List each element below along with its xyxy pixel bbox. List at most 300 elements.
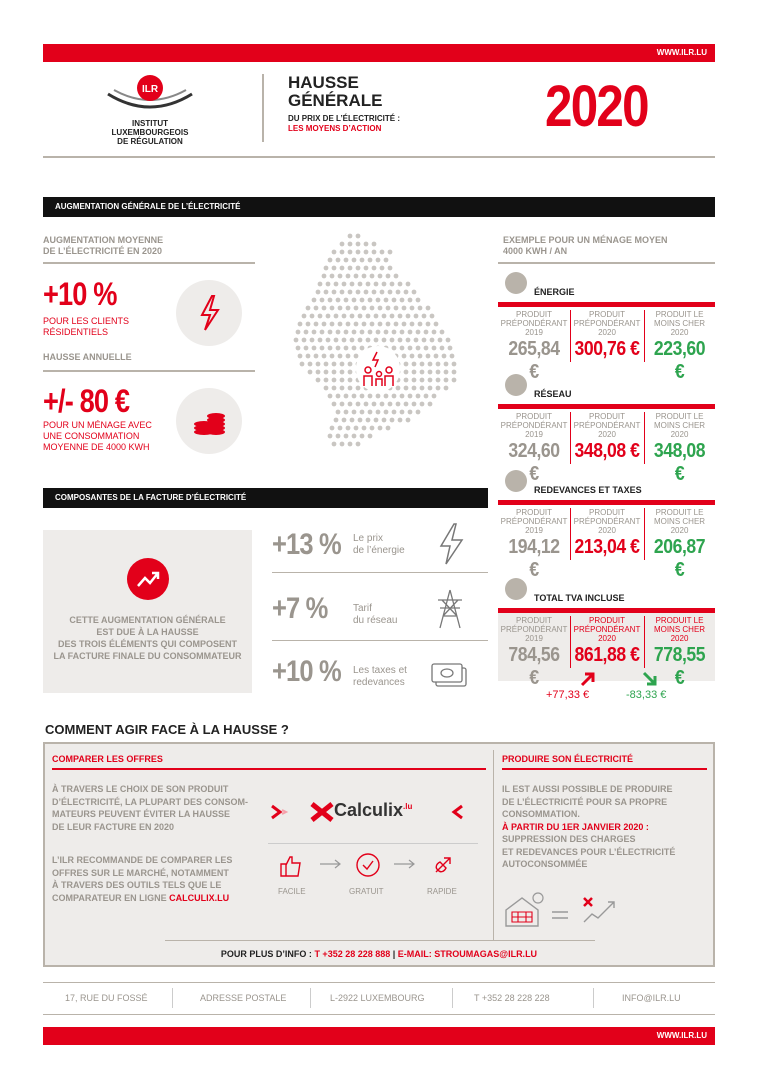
left-p1-l3: MATEURS PEUVENT ÉVITER LA HAUSSE <box>52 809 231 819</box>
calculix-rule <box>268 843 478 844</box>
example-col-header <box>570 508 644 535</box>
map-dot <box>400 346 405 351</box>
map-dot <box>364 402 369 407</box>
example-col-header <box>498 508 570 535</box>
ilr-logo <box>100 72 200 146</box>
example-col-header-line: 2020 <box>598 328 616 337</box>
map-dot <box>406 282 411 287</box>
map-dot <box>404 290 409 295</box>
map-dot <box>334 314 339 319</box>
map-dot <box>352 394 357 399</box>
map-dot <box>368 410 373 415</box>
footer-email[interactable]: INFO@ILR.LU <box>622 993 681 1003</box>
map-dot <box>340 250 345 255</box>
example-col-header-line: PRÉPONDÉRANT <box>500 625 568 634</box>
map-dot <box>372 242 377 247</box>
map-dot <box>312 330 317 335</box>
map-dot <box>420 362 425 367</box>
map-dot <box>380 250 385 255</box>
map-dot <box>420 402 425 407</box>
map-dot <box>340 402 345 407</box>
map-dot <box>362 306 367 311</box>
map-dot <box>408 330 413 335</box>
solar-house-icon <box>502 888 622 928</box>
left-p2-l1: L’ILR RECOMMANDE DE COMPARER LES <box>52 855 233 865</box>
map-dot <box>422 314 427 319</box>
footer-postal: ADRESSE POSTALE <box>200 993 287 1003</box>
lightning-icon-circle <box>176 280 242 346</box>
example-col-header-line: 2020 <box>670 526 689 535</box>
map-dot <box>444 370 449 375</box>
arrow-right-icon-2 <box>392 858 418 870</box>
chart-icon-small <box>505 470 527 492</box>
map-dot <box>356 242 361 247</box>
top-banner <box>43 44 715 62</box>
example-price: 324,60 € <box>508 440 560 485</box>
right-p2-l3: AUTOCONSOMMÉE <box>502 859 588 869</box>
map-dot <box>434 322 439 327</box>
left-p1-l2: D’ÉLECTRICITÉ, LA PLUPART DES CONSOM- <box>52 796 249 807</box>
example-col-header <box>570 616 644 643</box>
map-dot <box>376 298 381 303</box>
component-taxes-l1: Les taxes et <box>353 665 407 676</box>
map-dot <box>386 306 391 311</box>
map-dot <box>378 426 383 431</box>
map-dot <box>346 274 351 279</box>
chevron-right-icon <box>268 804 292 820</box>
map-dot <box>320 346 325 351</box>
banknotes-icon <box>430 660 470 690</box>
map-dot <box>348 386 353 391</box>
left-p1-l4: DE LEUR FACTURE EN 2020 <box>52 821 175 832</box>
map-dot <box>446 338 451 343</box>
map-dot <box>310 314 315 319</box>
map-dot <box>390 338 395 343</box>
map-dot <box>376 258 381 263</box>
map-dot <box>432 330 437 335</box>
map-dot <box>436 362 441 367</box>
box-line1: CETTE AUGMENTATION GÉNÉRALE <box>69 615 226 625</box>
map-dot <box>408 298 413 303</box>
calculix-link[interactable]: CALCULIX.LU <box>169 892 230 903</box>
map-dot <box>348 370 353 375</box>
footer-address: 17, RUE DU FOSSÉ <box>65 993 148 1003</box>
map-dot <box>362 426 367 431</box>
thumbs-up-icon <box>278 852 304 878</box>
section-bar-augmentation: AUGMENTATION GÉNÉRALE DE L’ÉLECTRICITÉ <box>43 197 715 217</box>
example-col-header-line: PRODUIT <box>516 616 552 625</box>
map-dot <box>402 354 407 359</box>
map-dot <box>340 290 345 295</box>
map-dot <box>350 314 355 319</box>
map-dot <box>452 370 457 375</box>
info-label: POUR PLUS D’INFO : <box>220 949 315 959</box>
map-dot <box>356 290 361 295</box>
map-dot <box>392 394 397 399</box>
component-label-taxes <box>353 665 407 689</box>
map-dot <box>392 410 397 415</box>
lightning-outline-icon <box>436 522 466 566</box>
map-dot <box>356 442 361 447</box>
map-dot <box>440 330 445 335</box>
map-dot <box>384 410 389 415</box>
map-dot <box>370 274 375 279</box>
example-price: 300,76 € <box>574 338 640 360</box>
map-dot <box>400 298 405 303</box>
map-dot <box>388 290 393 295</box>
map-dot <box>382 282 387 287</box>
map-dot <box>346 322 351 327</box>
top-url-link[interactable]: WWW.ILR.LU <box>656 48 707 57</box>
example-col-separator <box>644 310 645 362</box>
component-pct-network: +7 % <box>272 592 328 625</box>
map-dot <box>412 402 417 407</box>
example-price: 194,12 € <box>508 536 560 581</box>
section-bar-components: COMPOSANTES DE LA FACTURE D’ÉLECTRICITÉ <box>43 488 488 508</box>
map-dot <box>380 290 385 295</box>
map-dot <box>432 394 437 399</box>
lightning-icon <box>176 280 242 346</box>
map-dot <box>384 330 389 335</box>
map-dot <box>388 266 393 271</box>
title-line1: HAUSSE <box>288 73 359 92</box>
map-dot <box>368 330 373 335</box>
info-rule <box>165 940 595 941</box>
delta-up: +77,33 € <box>546 689 590 701</box>
map-dot <box>312 298 317 303</box>
example-title-line1: EXEMPLE POUR UN MÉNAGE MOYEN <box>503 235 668 245</box>
map-dot <box>416 346 421 351</box>
example-col-header-line: PRODUIT <box>516 310 552 319</box>
left-title: COMPARER LES OFFRES <box>52 754 163 764</box>
component-rule-2 <box>272 640 488 641</box>
example-col-header <box>498 310 570 337</box>
footer-rule-top <box>43 982 715 983</box>
map-dot <box>426 306 431 311</box>
info-tel[interactable]: T +352 28 228 888 <box>314 949 391 959</box>
example-col-header <box>644 616 715 643</box>
action-divider <box>493 750 494 940</box>
map-dot <box>416 410 421 415</box>
year: 2020 <box>545 74 648 139</box>
map-dot <box>360 258 365 263</box>
components-box <box>43 530 252 693</box>
map-dot <box>354 322 359 327</box>
map-dot <box>382 338 387 343</box>
example-row-bar <box>498 404 715 409</box>
example-col-header-line: PRODUIT LE <box>655 310 704 319</box>
map-dot <box>374 314 379 319</box>
map-dot <box>382 314 387 319</box>
map-dot <box>404 370 409 375</box>
map-dot <box>330 322 335 327</box>
example-price: 213,04 € <box>574 536 640 558</box>
map-dot <box>384 394 389 399</box>
example-price: 348,08 € <box>574 440 640 462</box>
pct-increase: +10 % <box>43 276 117 312</box>
example-price: 206,87 € <box>653 536 706 581</box>
subtitle-red: LES MOYENS D’ACTION <box>288 124 382 133</box>
map-dot <box>368 298 373 303</box>
map-dot <box>336 394 341 399</box>
map-dot <box>328 434 333 439</box>
map-dot <box>314 322 319 327</box>
institute-line1: INSTITUT LUXEMBOURGEOIS <box>111 119 189 137</box>
example-col-header <box>644 508 715 535</box>
map-dot <box>436 386 441 391</box>
map-dot <box>320 298 325 303</box>
map-dot <box>414 314 419 319</box>
map-dot <box>356 250 361 255</box>
map-dot <box>390 282 395 287</box>
map-dot <box>346 426 351 431</box>
map-dot <box>400 394 405 399</box>
map-dot <box>394 306 399 311</box>
map-dot <box>422 338 427 343</box>
map-dot <box>320 330 325 335</box>
example-row-label: TOTAL TVA INCLUSE <box>534 593 625 603</box>
right-title-rule <box>502 768 707 770</box>
map-dot <box>372 266 377 271</box>
example-row-bar <box>498 302 715 307</box>
footer-sep-1 <box>172 988 173 1008</box>
map-dot <box>404 386 409 391</box>
map-dot <box>374 338 379 343</box>
example-row-label: ÉNERGIE <box>534 287 575 297</box>
map-dot <box>418 306 423 311</box>
map-dot <box>340 362 345 367</box>
map-dot <box>436 370 441 375</box>
map-dot <box>344 394 349 399</box>
example-col-header-line: 2019 <box>525 328 543 337</box>
action-title: COMMENT AGIR FACE À LA HAUSSE ? <box>45 722 289 737</box>
map-dot <box>370 426 375 431</box>
example-col-header-line: PRÉPONDÉRANT <box>500 517 568 526</box>
subtitle: DU PRIX DE L’ÉLECTRICITÉ : <box>288 114 401 123</box>
arrow-down-green-icon <box>640 670 660 688</box>
map-dot <box>344 330 349 335</box>
pylon-icon-small <box>505 374 527 396</box>
map-dot <box>322 274 327 279</box>
avg-label <box>43 235 163 257</box>
map-dot <box>346 306 351 311</box>
example-col-header <box>570 310 644 337</box>
example-col-header-line: PRODUIT <box>516 508 552 517</box>
map-dot <box>406 418 411 423</box>
map-dot <box>348 266 353 271</box>
left-paragraph-2 <box>52 854 232 904</box>
map-dot <box>368 394 373 399</box>
map-dot <box>314 306 319 311</box>
map-dot <box>392 330 397 335</box>
example-col-header-line: 2020 <box>598 634 616 643</box>
map-dot <box>434 354 439 359</box>
map-dot <box>390 418 395 423</box>
map-dot <box>416 298 421 303</box>
component-taxes-l2: redevances <box>353 677 405 688</box>
component-label-energy <box>353 533 405 557</box>
map-dot <box>336 330 341 335</box>
check-circle-icon <box>355 852 381 878</box>
map-dot <box>342 418 347 423</box>
chevron-left-icon <box>448 804 468 820</box>
map-dot <box>342 338 347 343</box>
example-col-header-line: PRODUIT <box>589 508 625 517</box>
map-dot <box>376 410 381 415</box>
map-dot <box>360 298 365 303</box>
footer-sep-4 <box>593 988 594 1008</box>
map-dot <box>426 322 431 327</box>
map-dot <box>298 354 303 359</box>
map-dot <box>312 346 317 351</box>
map-dot <box>316 362 321 367</box>
header-rule <box>43 156 715 158</box>
bottom-url-link[interactable]: WWW.ILR.LU <box>656 1031 707 1040</box>
example-price: 861,88 € <box>574 644 640 666</box>
map-dot <box>336 434 341 439</box>
map-dot <box>324 290 329 295</box>
example-row-label: REDEVANCES ET TAXES <box>534 485 642 495</box>
map-dot <box>328 394 333 399</box>
map-dot <box>444 386 449 391</box>
component-energy-l2: de l’énergie <box>353 545 405 556</box>
map-dot <box>328 258 333 263</box>
map-dot <box>418 354 423 359</box>
map-dot <box>408 394 413 399</box>
example-col-header-line: PRÉPONDÉRANT <box>573 319 641 328</box>
example-col-header-line: PRODUIT <box>589 616 625 625</box>
map-dot <box>354 426 359 431</box>
map-dot <box>350 418 355 423</box>
map-dot <box>420 370 425 375</box>
map-dot <box>306 354 311 359</box>
map-dot <box>304 330 309 335</box>
info-line <box>43 949 715 959</box>
example-col-header-line: PRODUIT LE <box>655 508 704 517</box>
map-dot <box>316 378 321 383</box>
map-dot <box>326 282 331 287</box>
example-col-header-line: 2019 <box>525 526 543 535</box>
luxembourg-map <box>290 228 470 458</box>
map-dot <box>426 354 431 359</box>
map-dot <box>338 306 343 311</box>
map-dot <box>348 378 353 383</box>
map-dot <box>452 362 457 367</box>
map-dot <box>412 290 417 295</box>
info-mail[interactable]: E-MAIL: STROUMAGAS@ILR.LU <box>397 949 538 959</box>
map-dot <box>334 418 339 423</box>
right-paragraph <box>502 783 675 871</box>
map-dot <box>398 314 403 319</box>
map-dot <box>300 362 305 367</box>
map-dot <box>352 346 357 351</box>
map-dot <box>414 338 419 343</box>
map-dot <box>380 402 385 407</box>
map-dot <box>302 314 307 319</box>
map-dot <box>372 402 377 407</box>
map-dot <box>332 290 337 295</box>
map-dot <box>310 338 315 343</box>
map-dot <box>318 338 323 343</box>
map-dot <box>328 298 333 303</box>
right-title: PRODUIRE SON ÉLECTRICITÉ <box>502 754 634 764</box>
map-dot <box>352 330 357 335</box>
calculix-logo[interactable] <box>268 796 468 826</box>
map-dot <box>340 242 345 247</box>
right-p2-l2: ET REDEVANCES POUR L’ÉLECTRICITÉ <box>502 846 676 857</box>
component-rule-1 <box>272 572 488 573</box>
map-dot <box>424 330 429 335</box>
ilr-logo-arc <box>100 72 200 112</box>
map-dot <box>318 314 323 319</box>
calculix-suffix: .lu <box>403 802 413 811</box>
right-p1-l2: DE L’ÉLECTRICITÉ POUR SA PROPRE <box>502 796 668 807</box>
map-dot <box>378 322 383 327</box>
right-red-line: À PARTIR DU 1ER JANVIER 2020 : <box>502 821 649 832</box>
map-dot <box>372 250 377 255</box>
map-dot <box>364 266 369 271</box>
pct-desc-line2: RÉSIDENTIELS <box>43 327 109 337</box>
map-dot <box>384 298 389 303</box>
map-dot <box>378 274 383 279</box>
example-col-header <box>644 412 715 439</box>
map-dot <box>340 378 345 383</box>
map-dot <box>386 426 391 431</box>
map-dot <box>350 338 355 343</box>
footer-tel[interactable]: T +352 28 228 228 <box>474 993 550 1003</box>
map-dot <box>366 282 371 287</box>
map-dot <box>356 402 361 407</box>
map-dot <box>336 258 341 263</box>
left-title-rule <box>52 768 486 770</box>
map-dot <box>404 378 409 383</box>
left-p2-l2: OFFRES SUR LE MARCHÉ, NOTAMMENT <box>52 867 229 878</box>
example-col-header-line: PRÉPONDÉRANT <box>573 625 641 634</box>
map-dot <box>420 378 425 383</box>
left-paragraph-1 <box>52 783 248 833</box>
map-dot <box>352 298 357 303</box>
example-col-separator <box>570 616 571 668</box>
map-dot <box>324 378 329 383</box>
map-dot <box>318 282 323 287</box>
coins-icon-circle <box>176 388 242 454</box>
map-dot <box>408 346 413 351</box>
component-pct-energy: +13 % <box>272 528 341 561</box>
example-col-header-line: PRODUIT <box>516 412 552 421</box>
footer-rule-bottom <box>43 1014 715 1015</box>
component-energy-l1: Le prix <box>353 533 384 544</box>
map-dot <box>350 282 355 287</box>
box-line4: LA FACTURE FINALE DU CONSOMMATEUR <box>53 651 242 661</box>
map-dot <box>386 274 391 279</box>
info-sep: | <box>390 949 398 959</box>
map-dot <box>382 418 387 423</box>
map-dot <box>372 290 377 295</box>
map-dot <box>374 282 379 287</box>
map-dot <box>366 338 371 343</box>
component-network-l2: du réseau <box>353 615 398 626</box>
map-dot <box>412 378 417 383</box>
map-dot <box>346 354 351 359</box>
map-dot <box>334 338 339 343</box>
map-dot <box>304 346 309 351</box>
example-price: 348,08 € <box>653 440 706 485</box>
page-title <box>288 74 382 110</box>
map-dot <box>294 338 299 343</box>
map-dot <box>358 418 363 423</box>
delta-down: -83,33 € <box>626 689 667 701</box>
component-network-l1: Tarif <box>353 603 372 614</box>
